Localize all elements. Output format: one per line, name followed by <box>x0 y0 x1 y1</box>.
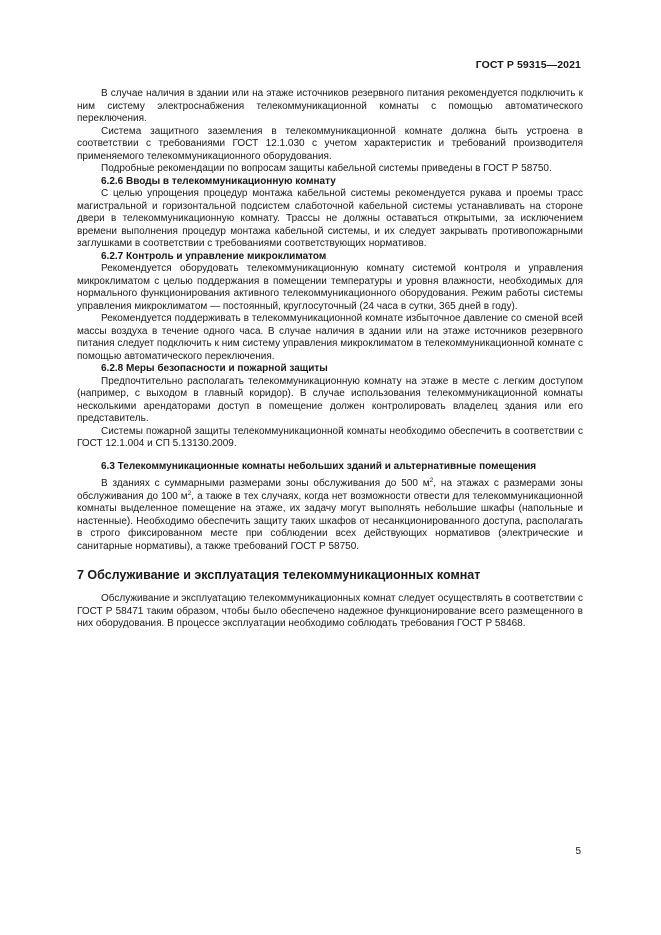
paragraph-text: , на этажах с размерами зоны обслуживания до 100 м <box>77 478 583 502</box>
paragraph: В случае наличия в здании или на этаже источников резервного питания рекомендуется подключить к ним систему электроснабжения телекоммуникационной комнаты с помощью автоматического переключения. <box>77 88 583 124</box>
page-content <box>77 88 583 631</box>
paragraph: Рекомендуется поддерживать в телекоммуникационной комнате избыточное давление со сменой всей массы воздуха в течение одного часа. В случае наличия в здании или на этаже источников резервного питания следует подключить к ним систему управления микроклиматом в телекоммуникационной комнате с помощью автоматического переключения. <box>77 313 583 362</box>
paragraph: Система защитного заземления в телекоммуникационной комнате должна быть устроена в соответствии с требованиями ГОСТ 12.1.030 с учетом характеристик и требований производителя применяемого телекоммуникационного оборудования. <box>77 125 583 162</box>
paragraph-text: , а также в тех случаях, когда нет возможности отвести для телекоммуникационной комнаты выделенное помещение на этаже, их задачу могут выполнять небольшие шкафы (напольные и настенные). Необходимо обеспечить защиту таких шкафов от несанкционированного доступа, располагать в строго фиксированном месте при соблюдении всех действующих нормативов (электрические и санитарные нормативы), а также требований ГОСТ Р 58750. <box>77 490 583 552</box>
section-heading-6-2-8: 6.2.8 Меры безопасности и пожарной защиты <box>101 363 328 374</box>
paragraph: Обслуживание и эксплуатацию телекоммуникационных комнат следует осуществлять в соответствии с ГОСТ Р 58471 таким образом, чтобы было обеспечено надежное функционирование всего размещенного в них оборудования. В процессе эксплуатации необходимо соблюдать требования ГОСТ Р 58468. <box>77 593 583 629</box>
paragraph: Предпочтительно располагать телекоммуникационную комнату на этаже в месте с легким доступом (например, с выходом в главный коридор). В случае использования телекоммуникационной комнаты несколькими арендаторами доступ в помещение должен контролировать владелец здания или его представитель. <box>77 375 583 424</box>
paragraph: Системы пожарной защиты телекоммуникационной комнаты необходимо обеспечить в соответствии с ГОСТ 12.1.004 и СП 5.13130.2009. <box>77 425 583 449</box>
paragraph: Подробные рекомендации по вопросам защиты кабельной системы приведены в ГОСТ Р 58750. <box>101 163 552 174</box>
page-number: 5 <box>575 846 581 857</box>
section-heading-7: 7 Обслуживание и эксплуатация телекоммуникационных комнат <box>77 568 481 582</box>
section-heading-6-3: 6.3 Телекоммуникационные комнаты небольших зданий и альтернативные помещения <box>101 460 537 472</box>
section-heading-6-2-6: 6.2.6 Вводы в телекоммуникационную комнату <box>101 175 336 187</box>
section-heading-6-2-7: 6.2.7 Контроль и управление микроклиматом <box>101 250 327 262</box>
document-header: ГОСТ Р 59315—2021 <box>475 59 581 71</box>
superscript: 2 <box>187 489 192 497</box>
paragraph-text: В зданиях с суммарными размерами зоны обслуживания до 500 м <box>101 478 430 489</box>
paragraph: Рекомендуется оборудовать телекоммуникационную комнату системой контроля и управления микроклиматом с целью поддержания в помещении температуры и уровня влажности, необходимых для нормального функционирования активного телекоммуникационного оборудования. Режим работы системы управления микроклиматом — постоянный, круглосуточный (24 часа в сутки, 365 дней в году). <box>77 263 583 312</box>
paragraph: С целью упрощения процедур монтажа кабельной системы рекомендуется рукава и проемы трасс магистральной и горизонтальной подсистем слаботочной кабельной системы устанавливать на стороне двери в телекоммуникационную комнату. Трассы не должны оставаться открытыми, за исключением времени выполнения процедур монтажа кабельной системы, и их следует закрывать противопожарными заглушками в соответствии с требованиями соответствующих нормативов. <box>77 188 583 249</box>
paragraph <box>77 478 583 553</box>
superscript: 2 <box>429 477 434 484</box>
